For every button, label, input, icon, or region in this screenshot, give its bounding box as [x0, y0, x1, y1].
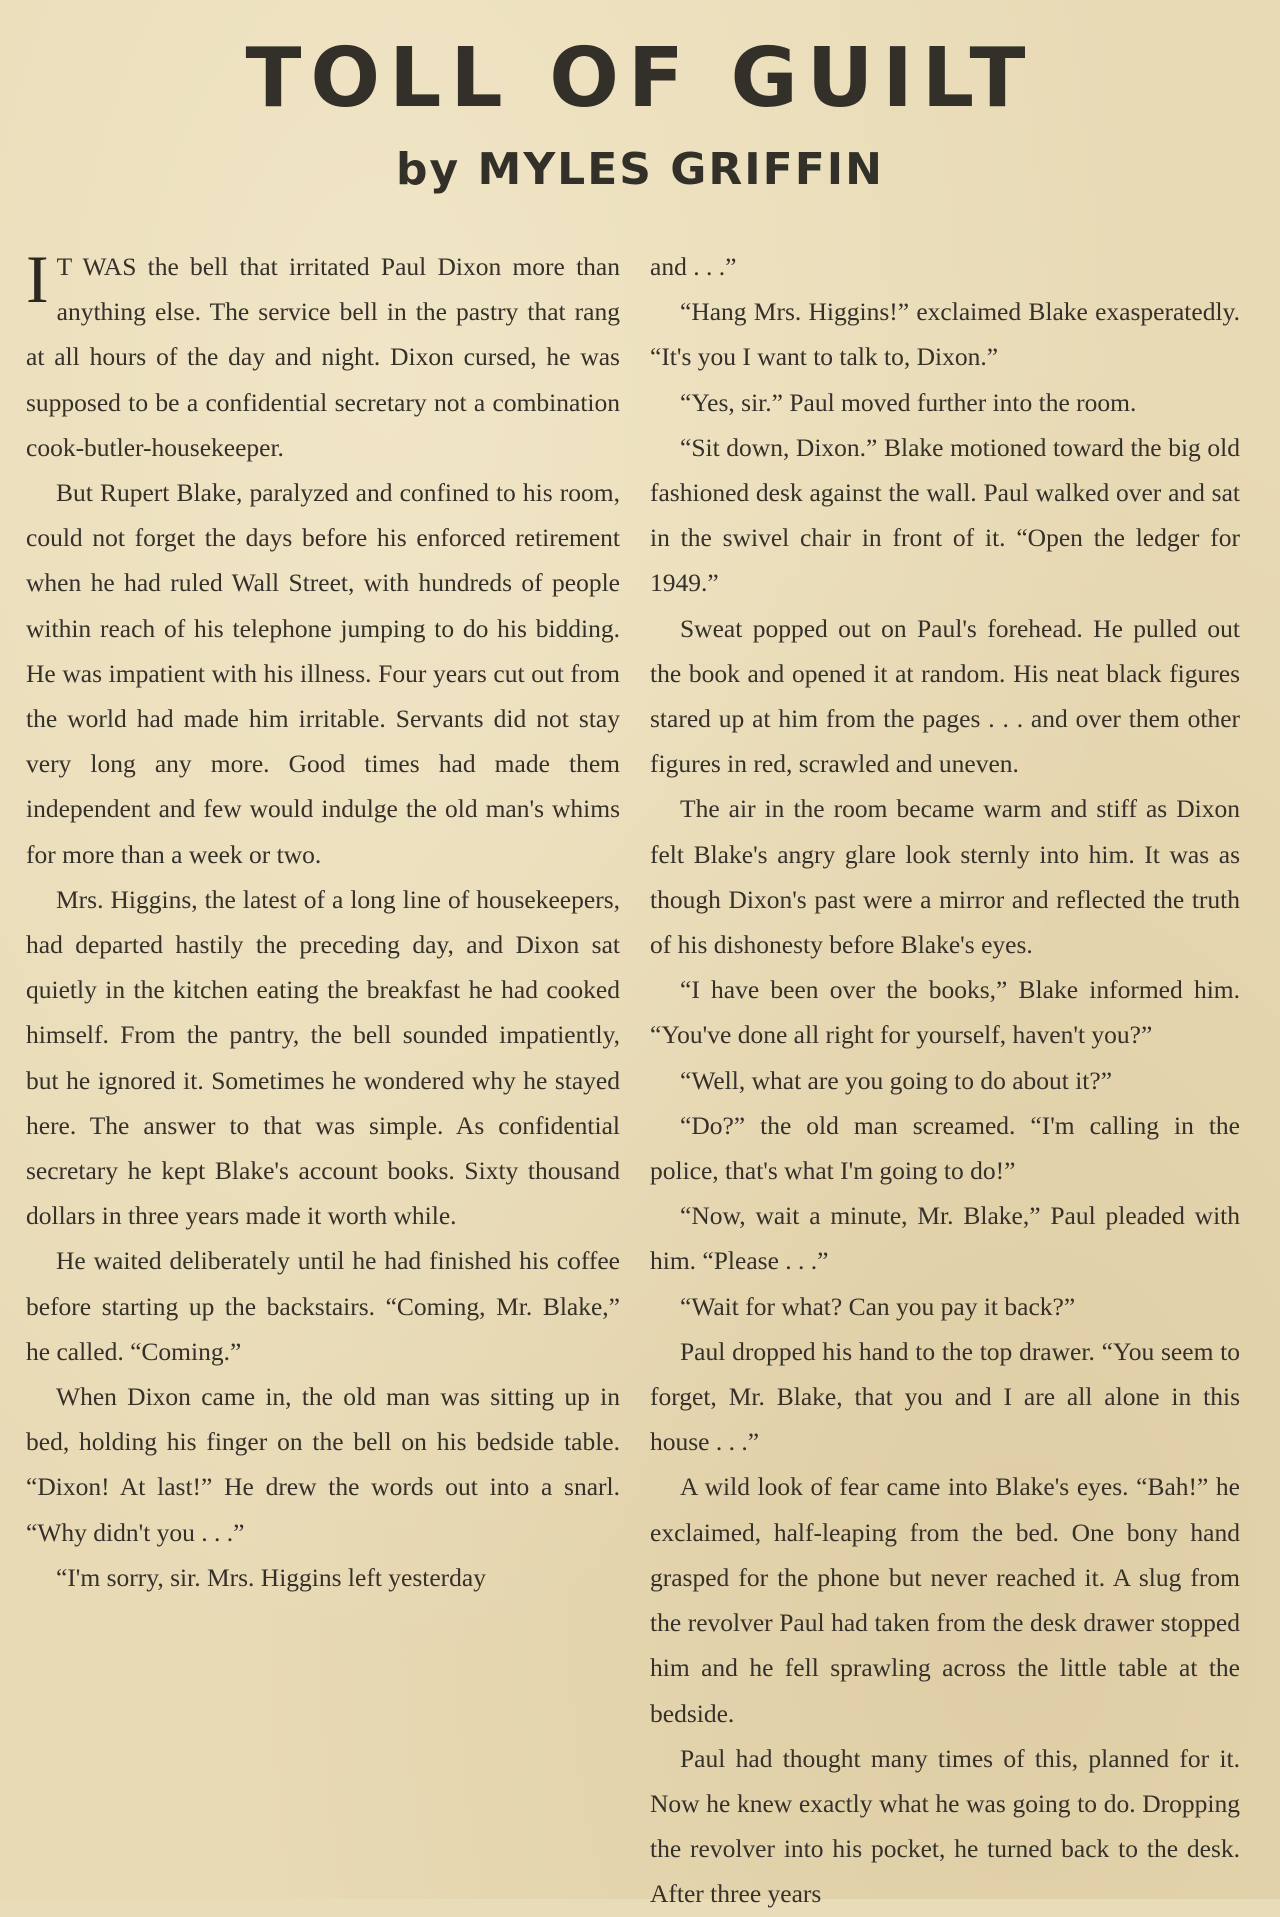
paragraph-14: “Do?” the old man screamed. “I'm calling in the police, that's what I'm going to do!” [650, 1110, 1240, 1186]
right-column [650, 244, 1240, 1917]
paragraph-8: “Yes, sir.” Paul moved further into the room. [680, 387, 1137, 417]
paragraph-4: He waited deliberately until he had finished his coffee before starting up the backstairs. “Coming, Mr. Blake,” he called. “Coming.” [26, 1246, 620, 1366]
paragraph-7: “Hang Mrs. Higgins!” exclaimed Blake exasperatedly. “It's you I want to talk to, Dixon.” [650, 297, 1240, 372]
paragraph-5: When Dixon came in, the old man was sitting up in bed, holding his finger on the bell on his bedside table. “Dixon! At last!” He drew the words out into a snarl. “Why didn't you . . .” [26, 1382, 620, 1547]
paragraph-9: “Sit down, Dixon.” Blake motioned toward the big old fashioned desk against the wall. Paul walked over and sat in the swivel chair in front of it. “Open the ledger for 1949.” [650, 432, 1240, 598]
paragraph-18: A wild look of fear came into Blake's eyes. “Bah!” he exclaimed, half-leaping from the bed. One bony hand grasped for the phone but never reached it. A slug from the revolver Paul had taken from the desk drawer stopped him and he fell sprawling across the little table at the bedside. [650, 1472, 1240, 1728]
paragraph-16: “Wait for what? Can you pay it back?” [680, 1291, 1076, 1321]
drop-cap: I [26, 241, 49, 317]
paragraph-15: “Now, wait a minute, Mr. Blake,” Paul pleaded with him. “Please . . .” [650, 1201, 1240, 1276]
paragraph-13: “Well, what are you going to do about it?” [680, 1065, 1113, 1095]
paragraph-10: Sweat popped out on Paul's forehead. He pulled out the book and opened it at random. His neat black figures stared up at him from the pages . . . and over them other figures in red, scrawled and uneven. [650, 613, 1240, 779]
paragraph-continued: and . . .” [650, 252, 737, 281]
paragraph-12: “I have been over the books,” Blake informed him. “You've done all right for yourself, haven't you?” [650, 975, 1240, 1050]
paragraph-3: Mrs. Higgins, the latest of a long line of housekeepers, had departed hastily the preceding day, and Dixon sat quietly in the kitchen eating the breakfast he had cooked himself. From the pantry, the bell sounded impatiently, but he ignored it. Sometimes he wondered why he stayed here. The answer to that was simple. As confidential secretary he kept Blake's account books. Sixty thousand dollars in three years made it worth while. [26, 884, 620, 1231]
story-byline: by MYLES GRIFFIN [396, 144, 884, 195]
paragraph-17: Paul dropped his hand to the top drawer. “You seem to forget, Mr. Blake, that you and I are all alone in this house . . .” [650, 1336, 1240, 1457]
paragraph-19: Paul had thought many times of this, planned for it. Now he knew exactly what he was going to do. Dropping the revolver into his pocket, he turned back to the desk. After three years [650, 1743, 1240, 1909]
paragraph-1-text: T WAS the bell that irritated Paul Dixon more than anything else. The service bell in the pastry that rang at all hours of the day and night. Dixon cursed, he was supposed to be a confidential secretary not a combination cook-butler-housekeeper. [26, 252, 620, 462]
story-title: TOLL OF GUILT [245, 31, 1035, 126]
paragraph-1 [26, 241, 620, 470]
paragraph-11: The air in the room became warm and stiff as Dixon felt Blake's angry glare look sternly into him. It was as though Dixon's past were a mirror and reflected the truth of his dishonesty before Blake's eyes. [650, 794, 1240, 960]
left-column [26, 241, 620, 1600]
paragraph-6: “I'm sorry, sir. Mrs. Higgins left yesterday [56, 1562, 486, 1592]
paragraph-2: But Rupert Blake, paralyzed and confined to his room, could not forget the days before his enforced retirement when he had ruled Wall Street, with hundreds of people within reach of his telephone jumping to do his bidding. He was impatient with his illness. Four years cut out from the world had made him irritable. Servants did not stay very long any more. Good times had made them independent and few would indulge the old man's whims for more than a week or two. [26, 478, 620, 869]
